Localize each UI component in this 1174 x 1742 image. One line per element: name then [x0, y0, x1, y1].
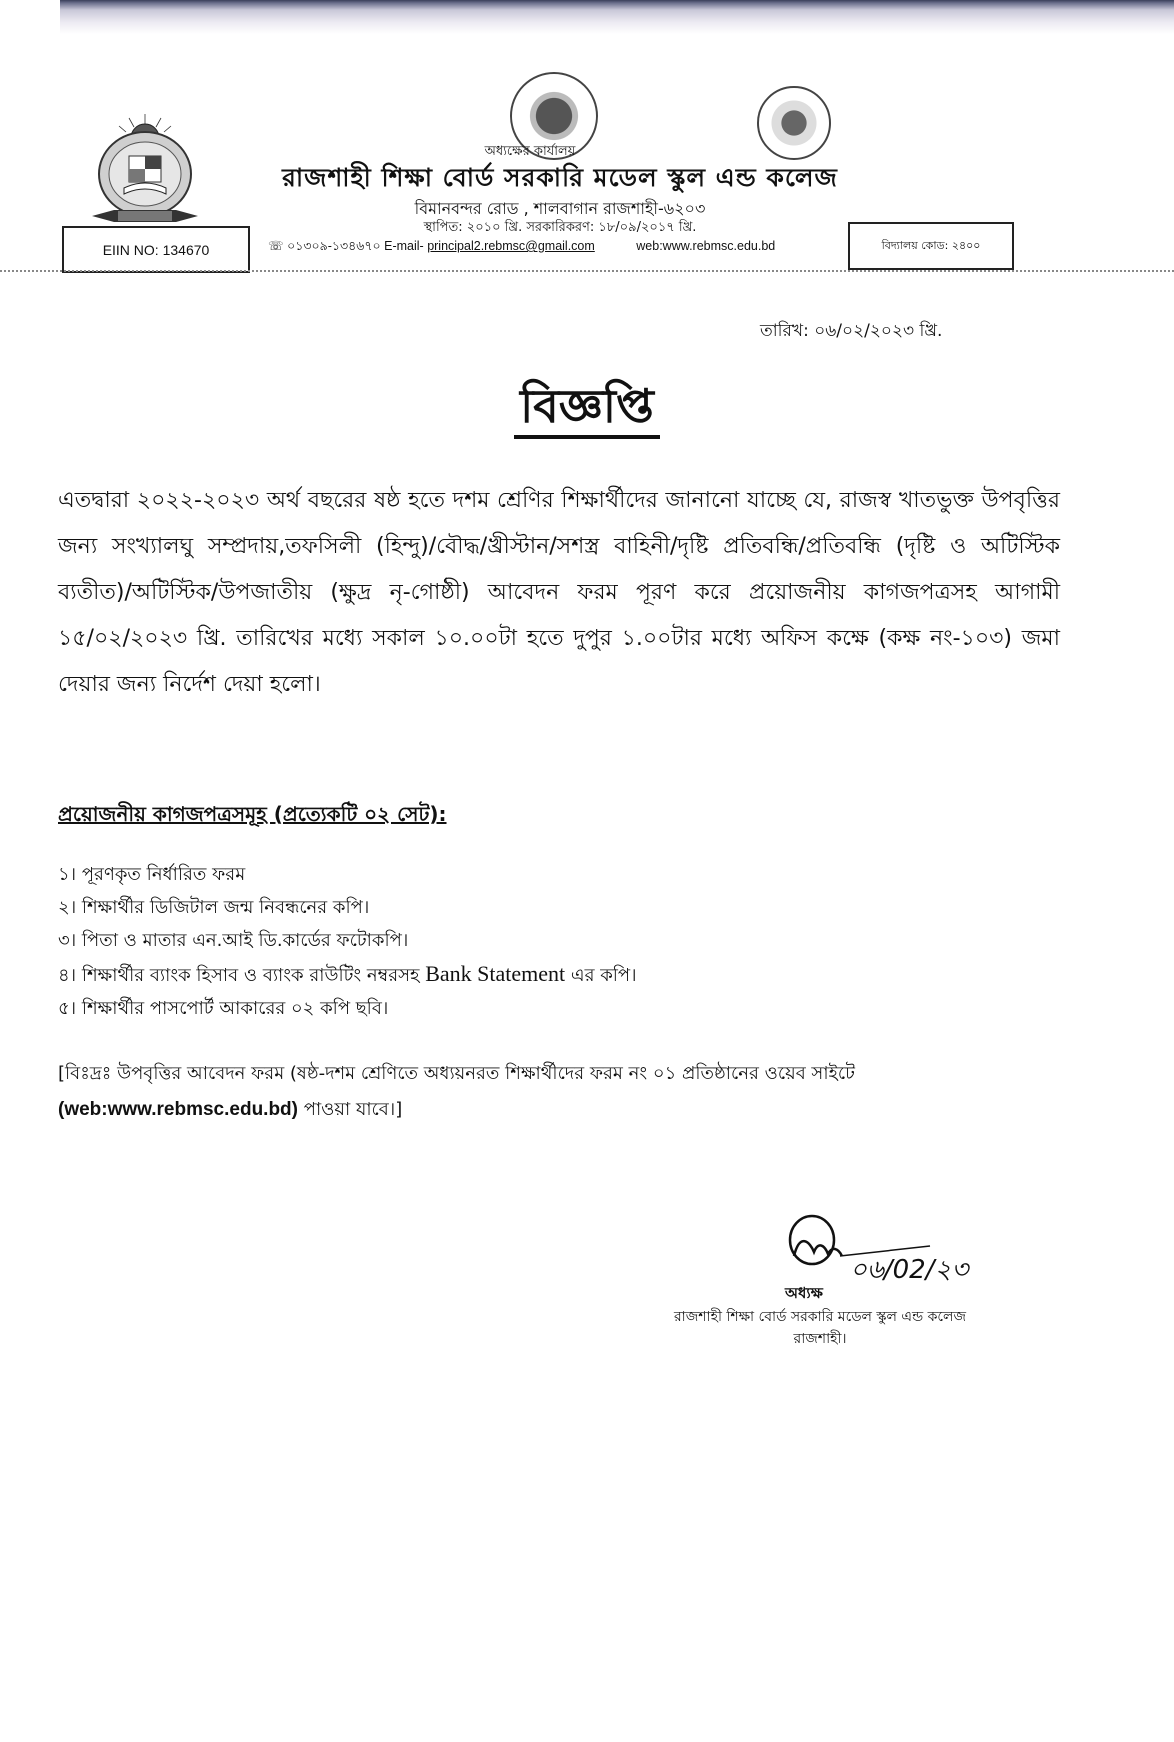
list-item: ২। শিক্ষার্থীর ডিজিটাল জন্ম নিবন্ধনের কপি। [58, 897, 370, 918]
phone-number: ০১৩০৯-১৩৪৬৭০ [287, 239, 381, 253]
email-label: E-mail- [384, 239, 424, 253]
signatory-title: অধ্যক্ষ [785, 1284, 823, 1302]
school-code: বিদ্যালয় কোড: ২৪০০ [881, 238, 981, 252]
telephone-icon: ☏ [268, 239, 284, 253]
eiin-number: EIIN NO: 134670 [102, 241, 210, 258]
office-label: অধ্যক্ষের কার্যালয় [484, 144, 576, 159]
contact-line [268, 238, 775, 258]
signatory-institution [600, 1306, 1040, 1350]
established-info: স্থাপিত: ২০১০ খ্রি. সরকারিকরণ: ১৮/০৯/২০১৭ খ্রি. [423, 220, 697, 235]
scan-edge-corner [0, 0, 60, 34]
signature-date: ০৬/02/২৩ [850, 1255, 969, 1284]
requirements-list [58, 858, 637, 1025]
requirements-heading: প্রয়োজনীয় কাগজপত্রসমূহ (প্রত্যেকটি ০২ সেট): [58, 802, 447, 826]
scan-edge [0, 0, 1174, 34]
list-item-text: ৪। শিক্ষার্থীর ব্যাংক হিসাব ও ব্যাংক রাউটিং নম্বরসহ [58, 965, 426, 986]
notice-title-text: বিজ্ঞপ্তি [514, 379, 660, 439]
list-item: ৫। শিক্ষার্থীর পাসপোর্ট আকারের ০২ কপি ছবি। [58, 998, 389, 1019]
signatory-city: রাজশাহী। [793, 1331, 847, 1347]
institution-address: বিমানবন্দর রোড , শালবাগান রাজশাহী-৬২০৩ [414, 199, 706, 218]
list-item [58, 957, 637, 992]
website-link[interactable]: (web:www.rebmsc.edu.bd) [58, 1099, 298, 1120]
school-crest-logo [84, 112, 206, 238]
list-item-text: এর কপি। [565, 965, 637, 986]
header-divider [0, 270, 1174, 272]
footnote [58, 1056, 1068, 1128]
list-item: ৩। পিতা ও মাতার এন.আই ডি.কার্ডের ফটোকপি। [58, 930, 409, 951]
notice-date: তারিখ: ০৬/০২/২০২৩ খ্রি. [760, 321, 943, 341]
eiin-box [62, 226, 250, 273]
notice-body: এতদ্বারা ২০২২-২০২৩ অর্থ বছরের ষষ্ঠ হতে দশম শ্রেণির শিক্ষার্থীদের জানানো যাচ্ছে যে, রাজস্ব খাতভুক্ত উপবৃত্তির জন্য সংখ্যালঘু সম্প্রদায়,তফসিলী (হিন্দু)/বৌদ্ধ/খ্রীস্টান/সশস্ত্র বাহিনী/দৃষ্টি প্রতিবন্ধি/প্রতিবন্ধি (দৃষ্টি ও অটিস্টিক ব্যতীত)/অটিস্টিক/উপজাতীয় (ক্ষুদ্র নৃ-গোষ্ঠী) আবেদন ফরম পূরণ করে প্রয়োজনীয় কাগজপত্রসহ আগামী ১৫/০২/২০২৩ খ্রি. তারিখের মধ্যে সকাল ১০.০০টা হতে দুপুর ১.০০টার মধ্যে অফিস কক্ষে (কক্ষ নং-১০৩) জমা দেয়ার জন্য নির্দেশ দেয়া হলো। [58, 488, 1060, 697]
handwritten-signature [780, 1212, 1020, 1284]
bank-statement-text: Bank Statement [425, 961, 566, 986]
list-item: ১। পূরণকৃত নির্ধারিত ফরম [58, 864, 246, 885]
email-link[interactable]: principal2.rebmsc@gmail.com [427, 239, 595, 253]
footnote-text: পাওয়া যাবে।] [298, 1099, 403, 1120]
institution-name: রাজশাহী শিক্ষা বোর্ড সরকারি মডেল স্কুল এন্ড কলেজ [282, 163, 838, 192]
school-code-box [848, 222, 1014, 270]
notice-title [0, 372, 1174, 448]
website-link[interactable]: web:www.rebmsc.edu.bd [636, 239, 776, 253]
signatory-institution-name: রাজশাহী শিক্ষা বোর্ড সরকারি মডেল স্কুল এন্ড কলেজ [673, 1309, 967, 1325]
footnote-text: [বিঃদ্রঃ উপবৃত্তির আবেদন ফরম (ষষ্ঠ-দশম শ্রেণিতে অধ্যয়নরত শিক্ষার্থীদের ফরম নং ০১ প্রতিষ্ঠানের ওয়েব সাইটে [58, 1063, 855, 1084]
